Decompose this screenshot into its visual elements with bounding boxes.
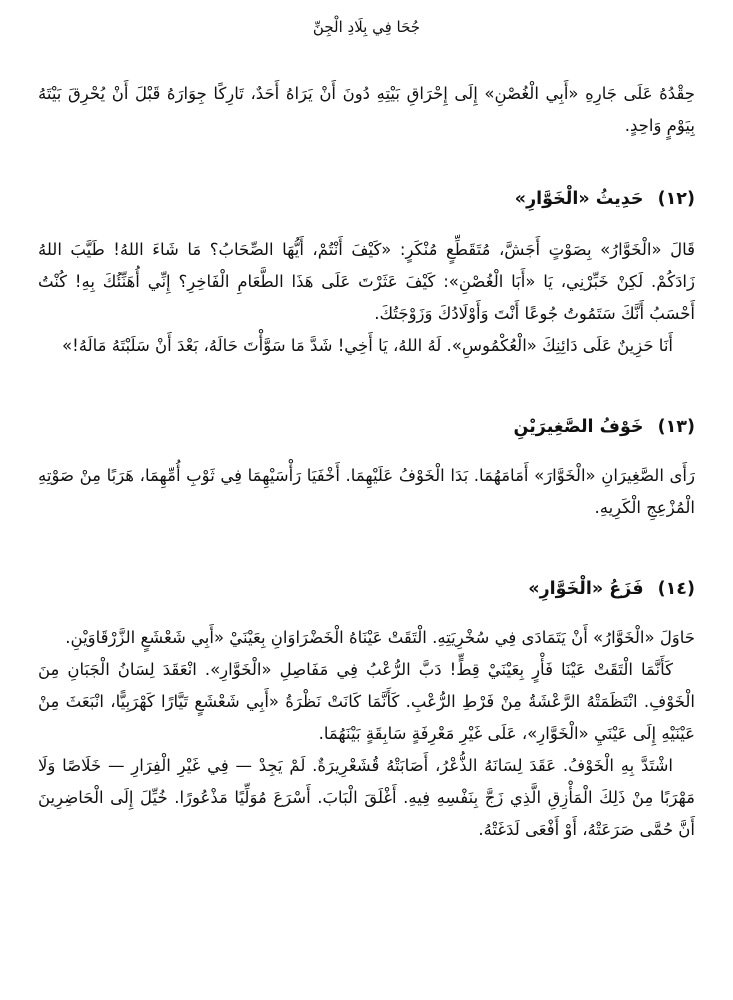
section-14-paragraph-2: كَأَنَّمَا الْتَقَتْ عَيْنَا فَأْرٍ بِعَيْنَيْ قِطٍّ! دَبَّ الرُّعْبُ فِي مَفَاصِلِ «الْخَوَّارِ». انْعَقَدَ لِسَانُ الْجَبَانِ مِنَ الْخَوْفِ. انْتَظَمَتْهُ الرَّعْشَةُ مِنْ فَرْطِ الرُّعْبِ. كَأَنَّمَا كَانَتْ نَظْرَةُ «أَبِي شَعْشَعٍ تَيَّارًا كَهْرَبِيًّا، انْبَعَثَ مِنْ عَيْنَيْهِ إِلَى عَيْنَيِ «الْخَوَّارِ»، عَلَى غَيْرِ مَعْرِفَةٍ سَابِقَةٍ بَيْنَهُمَا. — [38, 660, 695, 743]
section-14-paragraph-3: اشْتَدَّ بِهِ الْخَوْفُ. عَقَدَ لِسَانَهُ الذُّعْرُ، أَصَابَتْهُ قُشَعْرِيرَةٌ. لَمْ يَجِدْ — فِي غَيْرِ الْفِرَارِ — خَلَاصًا وَلَا مَهْرَبًا مِنْ ذَلِكَ الْمَأْزِقِ الَّذِي زَجَّ بِنَفْسِهِ فِيهِ. أَغْلَقَ الْبَابَ. أَسْرَعَ مُوَلِّيًا مَذْعُورًا. خُيِّلَ إِلَى الْحَاضِرِينَ أَنَّ حُمَّى صَرَعَتْهُ، أَوْ أَفْعَى لَدَغَتْهُ. — [38, 756, 695, 839]
section-13-title: خَوْفُ الصَّغِيرَيْنِ — [513, 417, 644, 437]
section-12-paragraph-1: قَالَ «الْخَوَّارُ» بِصَوْتٍ أَجَشَّ، مُتَقَطِّعٍ مُنْكَرٍ: «كَيْفَ أَنْتُمْ، أَيُّهَا الصِّحَابُ؟ مَا شَاءَ اللهُ! طَيَّبَ اللهُ زَادَكُمْ. لَكِنْ خَبِّرْنِي، يَا «أَبَا الْغُصْنِ»: كَيْفَ عَثَرْتَ عَلَى هَذَا الطَّعَامِ الْفَاخِرِ؟ إِنِّي أُهَنِّئُكَ بِهِ! كُنْتُ أَحْسَبُ أَنَّكَ سَتَمُوتُ جُوعًا أَنْتَ وَأَوْلَادُكَ وَزَوْجَتُكَ. — [38, 240, 695, 323]
section-14-paragraph-1: حَاوَلَ «الْخَوَّارُ» أَنْ يَتَمَادَى فِي سُخْرِيَتِهِ. الْتَقَتْ عَيْنَاهُ الْخَضْرَاوَانِ بِعَيْنَيْ «أَبِي شَعْشَعٍ الزَّرْقَاوَيْنِ. — [65, 628, 695, 647]
section-13-heading — [38, 412, 695, 442]
section-12-title: حَدِيثُ «الْخَوَّارِ» — [514, 189, 644, 209]
intro-paragraph: حِقْدُهُ عَلَى جَارِهِ «أَبِي الْغُصْنِ» إِلَى إِحْرَاقِ بَيْتِهِ دُونَ أَنْ يَرَاهُ أَحَدٌ، تَارِكًا جِوَارَهُ قَبْلَ أَنْ يُحْرِقَ بَيْتَهُ بِيَوْمٍ وَاحِدٍ. — [38, 84, 695, 135]
section-14-number: (١٤) — [657, 579, 695, 599]
section-13-number: (١٣) — [657, 417, 695, 437]
section-12-paragraph-2: أَنَا حَزِينٌ عَلَى دَائِنِكَ «الْعُكْمُوسِ». لَهُ اللهُ، يَا أَخِي! شَدَّ مَا سَوَّأْتَ حَالَهُ، بَعْدَ أَنْ سَلَبْتَهُ مَالَهُ!» — [62, 336, 673, 355]
section-13-paragraph-1: رَأَى الصَّغِيرَانِ «الْخَوَّارَ» أَمَامَهُمَا. بَدَا الْخَوْفُ عَلَيْهِمَا. أَخْفَيَا رَأْسَيْهِمَا فِي ثَوْبِ أُمِّهِمَا، هَرَبًا مِنْ صَوْتِهِ الْمُزْعِجِ الْكَرِيهِ. — [38, 466, 695, 517]
section-14-heading — [38, 574, 695, 604]
running-header: جُحَا فِي بِلَادِ الْجِنِّ — [312, 18, 421, 36]
section-12-heading — [38, 184, 695, 214]
section-14-title: فَزَعُ «الْخَوَّارِ» — [528, 579, 644, 599]
book-page — [38, 0, 695, 1000]
section-12-number: (١٢) — [657, 189, 695, 209]
